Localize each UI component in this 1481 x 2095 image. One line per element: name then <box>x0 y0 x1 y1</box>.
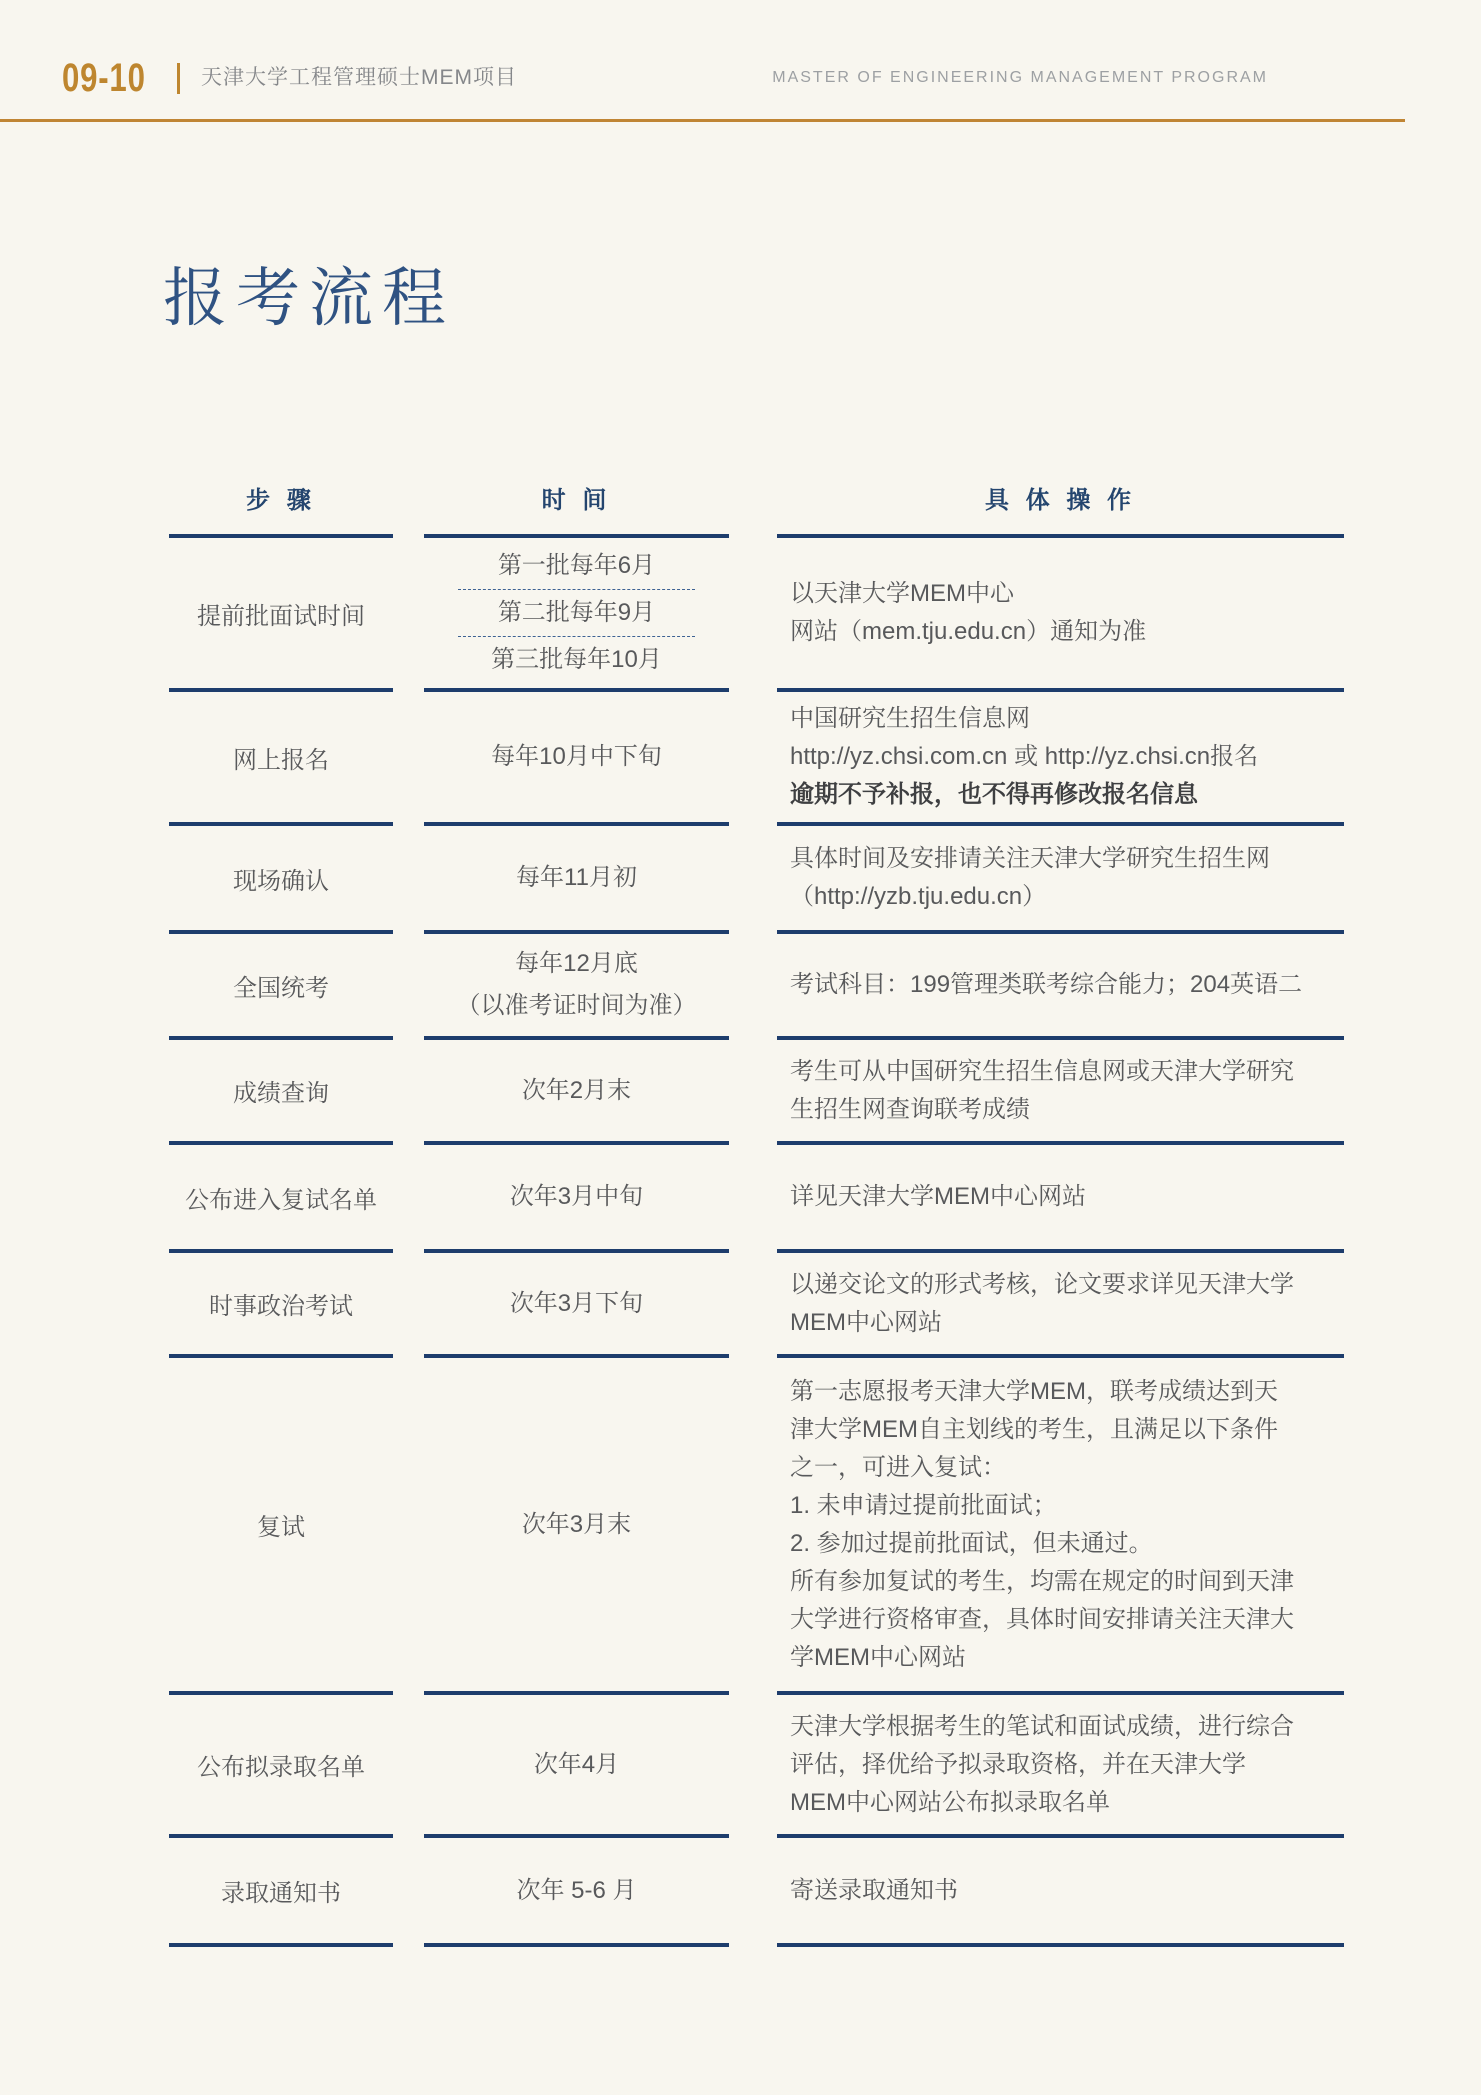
operation-text: 中国研究生招生信息网 <box>790 705 1030 732</box>
page-header <box>0 52 1481 104</box>
table-row <box>169 1145 1344 1253</box>
table-row <box>169 538 1344 692</box>
time-cell <box>424 1838 729 1947</box>
operation-text: 所有参加复试的考生，均需在规定的时间到天津 <box>790 1567 1294 1595</box>
operation-text: http://yz.chsi.com.cn 或 http://yz.chsi.cn报名 <box>790 743 1259 770</box>
time-text: 次年4月 <box>533 1750 620 1778</box>
table-header-row <box>169 478 1344 538</box>
time-cell <box>424 1695 729 1838</box>
table-row <box>169 1253 1344 1358</box>
time-text: （以准考证时间为准） <box>456 992 697 1019</box>
time-text: 次年3月中旬 <box>509 1183 644 1210</box>
page-number: 09-10 <box>62 56 146 100</box>
operation-text: 1. 未申请过提前批面试； <box>790 1491 1057 1519</box>
column-gap <box>393 478 424 538</box>
column-gap <box>393 1695 424 1838</box>
column-gap <box>729 1040 777 1145</box>
column-gap <box>729 1838 777 1947</box>
step-label: 全国统考 <box>233 974 329 1002</box>
operation-text: 学MEM中心网站 <box>790 1643 966 1671</box>
step-label: 提前批面试时间 <box>197 602 365 630</box>
time-cell <box>424 1145 729 1253</box>
column-gap <box>393 826 424 934</box>
time-text: 次年3月末 <box>521 1510 632 1538</box>
operation-text: 津大学MEM自主划线的考生，且满足以下条件 <box>790 1415 1278 1443</box>
program-title-cn: 天津大学工程管理硕士MEM项目 <box>201 66 517 89</box>
step-label: 录取通知书 <box>221 1880 341 1907</box>
table-row <box>169 1358 1344 1695</box>
operation-text: 网站（mem.tju.edu.cn）通知为准 <box>790 618 1147 645</box>
time-cell <box>424 934 729 1040</box>
operation-text: 评估，择优给予拟录取资格，并在天津大学 <box>790 1750 1246 1778</box>
time-text: 每年10月中下旬 <box>491 743 662 770</box>
time-cell <box>424 826 729 934</box>
operation-text: 天津大学根据考生的笔试和面试成绩，进行综合 <box>790 1712 1294 1740</box>
column-gap <box>393 1145 424 1253</box>
column-gap <box>729 934 777 1040</box>
table-row <box>169 1838 1344 1947</box>
table-row <box>169 1040 1344 1145</box>
step-cell <box>169 1145 393 1253</box>
table-row <box>169 692 1344 826</box>
operation-cell <box>777 1695 1344 1838</box>
time-separator <box>458 636 696 637</box>
time-text: 次年 5-6 月 <box>516 1876 637 1904</box>
column-gap <box>393 538 424 692</box>
time-text: 每年11月初 <box>516 864 637 891</box>
time-cell <box>424 1253 729 1358</box>
step-label: 成绩查询 <box>233 1080 329 1107</box>
step-cell <box>169 692 393 826</box>
step-cell <box>169 934 393 1040</box>
column-gap <box>393 934 424 1040</box>
operation-cell <box>777 692 1344 826</box>
operation-text: 寄送录取通知书 <box>790 1876 958 1904</box>
column-gap <box>729 692 777 826</box>
step-label: 复试 <box>257 1514 305 1541</box>
operation-cell <box>777 1253 1344 1358</box>
column-gap <box>729 538 777 692</box>
step-label: 公布进入复试名单 <box>185 1186 377 1214</box>
operation-text: （http://yzb.tju.edu.cn） <box>790 883 1047 910</box>
time-cell <box>424 692 729 826</box>
time-text: 次年3月下旬 <box>509 1289 644 1317</box>
column-header-time: 时 间 <box>424 478 729 538</box>
operation-text: 具体时间及安排请关注天津大学研究生招生网 <box>790 845 1270 872</box>
header-divider <box>177 63 180 94</box>
table-row <box>169 826 1344 934</box>
operation-text: 生招生网查询联考成绩 <box>790 1095 1030 1123</box>
header-rule <box>0 119 1405 122</box>
operation-cell <box>777 934 1344 1040</box>
column-gap <box>393 1838 424 1947</box>
operation-text: 详见天津大学MEM中心网站 <box>790 1183 1086 1210</box>
column-gap <box>729 826 777 934</box>
step-cell <box>169 1253 393 1358</box>
column-gap <box>729 478 777 538</box>
column-header-step: 步 骤 <box>169 478 393 538</box>
time-text: 第三批每年10月 <box>491 646 662 673</box>
time-text: 第一批每年6月 <box>497 552 656 579</box>
operation-text: 考试科目：199管理类联考综合能力；204英语二 <box>790 971 1303 998</box>
time-text: 每年12月底 <box>515 950 638 977</box>
table-row <box>169 1695 1344 1838</box>
column-header-operation: 具 体 操 作 <box>777 478 1344 538</box>
step-label: 网上报名 <box>233 746 329 774</box>
step-cell <box>169 1838 393 1947</box>
column-gap <box>729 1253 777 1358</box>
operation-text: MEM中心网站公布拟录取名单 <box>790 1788 1110 1816</box>
operation-text: 2. 参加过提前批面试，但未通过。 <box>790 1529 1153 1557</box>
operation-text: MEM中心网站 <box>790 1308 942 1336</box>
step-label: 现场确认 <box>233 867 329 895</box>
table-row <box>169 934 1344 1040</box>
operation-cell <box>777 1040 1344 1145</box>
operation-text: 以天津大学MEM中心 <box>790 580 1014 607</box>
operation-cell <box>777 1145 1344 1253</box>
time-cell <box>424 1040 729 1145</box>
operation-text: 大学进行资格审查，具体时间安排请关注天津大 <box>790 1605 1294 1633</box>
step-cell <box>169 1358 393 1695</box>
application-process-table <box>169 478 1344 1947</box>
time-text: 第二批每年9月 <box>497 599 656 626</box>
time-cell <box>424 1358 729 1695</box>
step-cell <box>169 1695 393 1838</box>
column-gap <box>393 692 424 826</box>
operation-text: 考生可从中国研究生招生信息网或天津大学研究 <box>790 1057 1294 1085</box>
step-label: 公布拟录取名单 <box>197 1754 365 1781</box>
step-label: 时事政治考试 <box>209 1293 353 1320</box>
time-cell <box>424 538 729 692</box>
operation-text-emphasis: 逾期不予补报，也不得再修改报名信息 <box>790 781 1198 808</box>
column-gap <box>393 1253 424 1358</box>
column-gap <box>729 1695 777 1838</box>
page-title: 报考流程 <box>163 262 455 334</box>
operation-cell <box>777 1358 1344 1695</box>
program-title-en: MASTER OF ENGINEERING MANAGEMENT PROGRAM <box>772 69 1268 86</box>
operation-text: 之一，可进入复试： <box>790 1453 1006 1481</box>
time-text: 次年2月末 <box>521 1076 632 1104</box>
column-gap <box>393 1040 424 1145</box>
operation-text: 以递交论文的形式考核，论文要求详见天津大学 <box>790 1270 1294 1298</box>
time-separator <box>458 589 696 590</box>
column-gap <box>729 1145 777 1253</box>
operation-cell <box>777 538 1344 692</box>
operation-text: 第一志愿报考天津大学MEM，联考成绩达到天 <box>790 1377 1278 1405</box>
column-gap <box>393 1358 424 1695</box>
step-cell <box>169 826 393 934</box>
step-cell <box>169 538 393 692</box>
step-cell <box>169 1040 393 1145</box>
table-body <box>169 538 1344 1947</box>
column-gap <box>729 1358 777 1695</box>
operation-cell <box>777 1838 1344 1947</box>
operation-cell <box>777 826 1344 934</box>
